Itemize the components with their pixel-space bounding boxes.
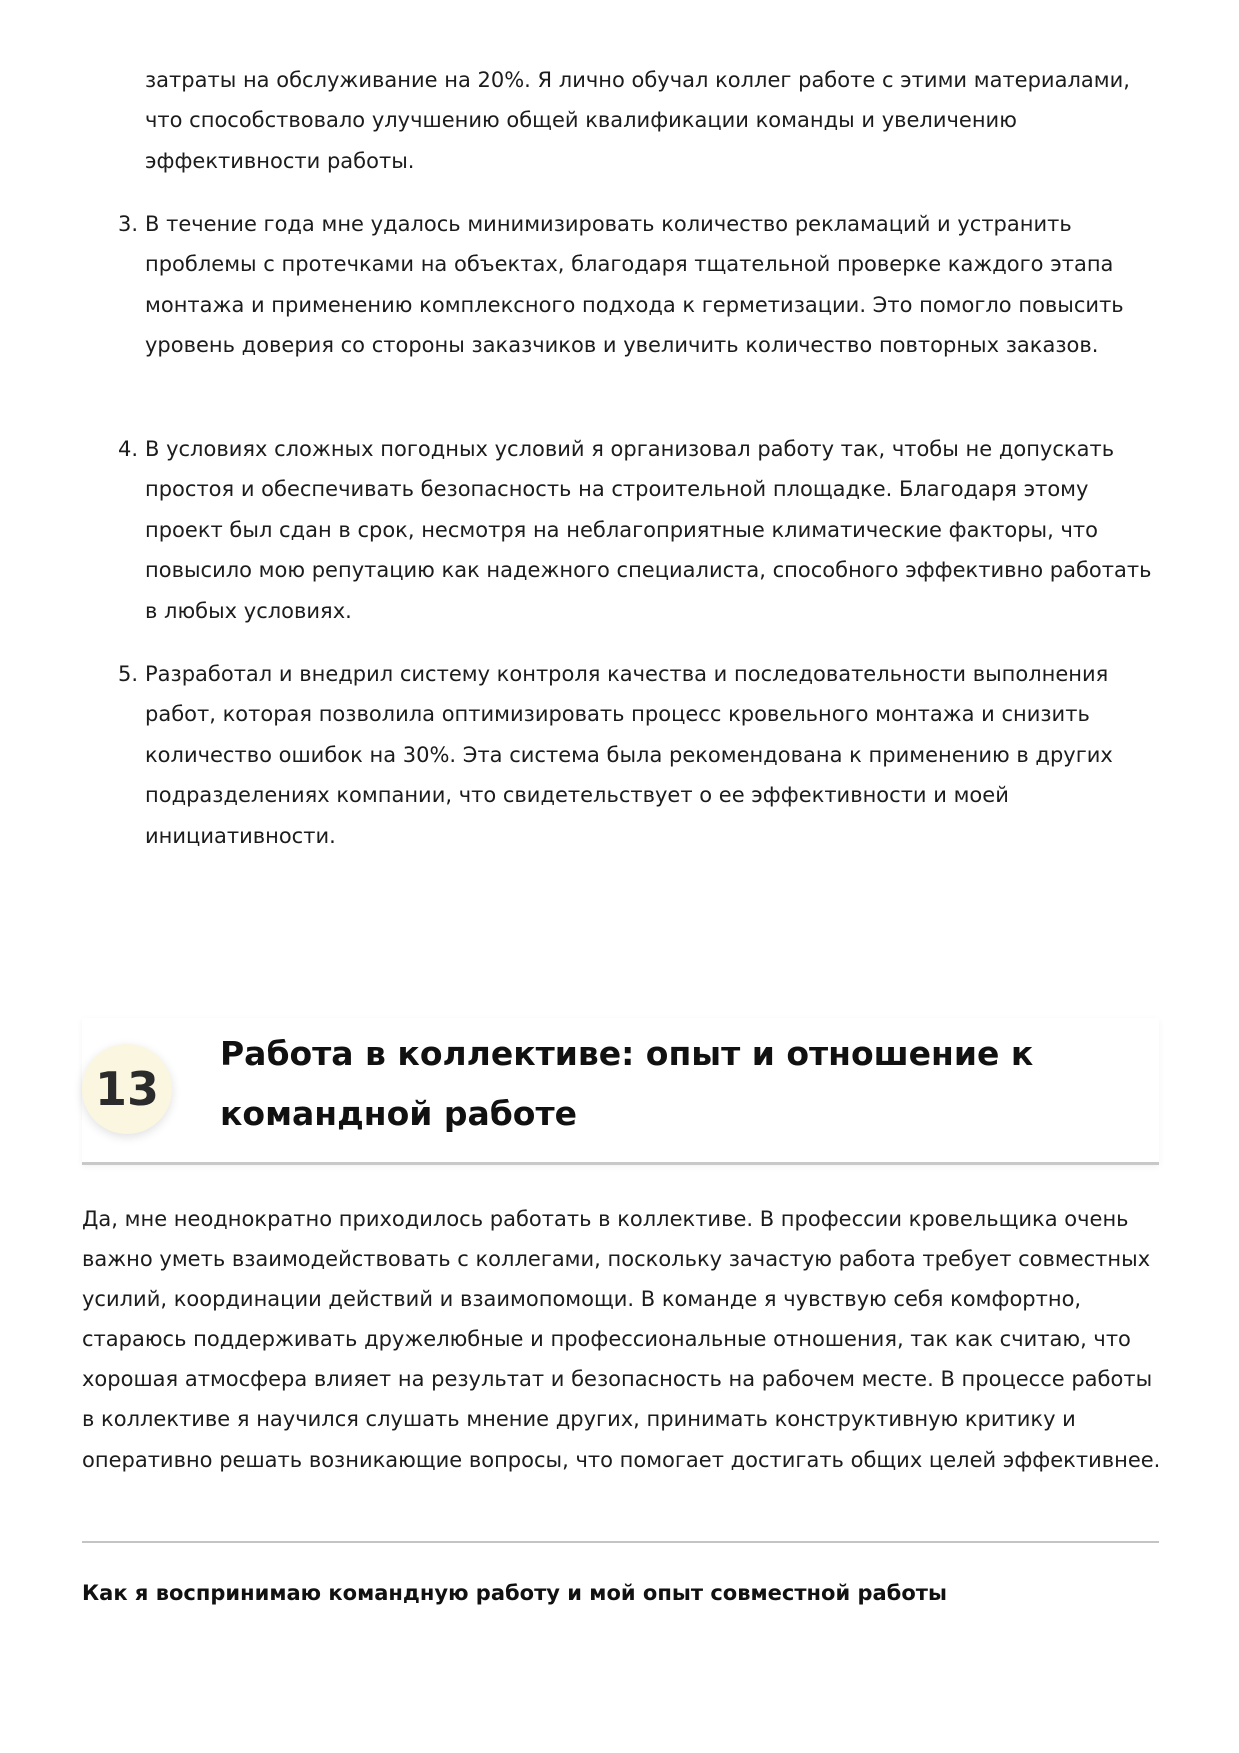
section-header [82, 1018, 1159, 1165]
list-item-number: 5. [118, 662, 139, 686]
section-body-text: Да, мне неоднократно приходилось работать в коллективе. В профессии кровельщика очень важно уметь взаимодействовать с коллегами, поскольку зачастую работа требует совместных усилий, координации действий и взаимопомощи. В команде я чувствую себя комфортно, стараюсь поддерживать дружелюбные и профессиональные отношения, так как считаю, что хорошая атмосфера влияет на результат и безопасность на рабочем месте. В процессе работы в коллективе я научился слушать мнение других, принимать конструктивную критику и оперативно решать возникающие вопросы, что помогает достигать общих целей эффективнее. [82, 1207, 1161, 1472]
section-title: Работа в коллективе: опыт и отношение к командной работе [220, 1034, 1034, 1133]
list-item-text: Разработал и внедрил систему контроля качества и последовательности выполнения работ, которая позволила оптимизировать процесс кровельного монтажа и снизить количество ошибок на 30%. Эта система была рекомендована к применению в других подразделениях компании, что свидетельствует о ее эффективности и моей инициативности. [145, 662, 1113, 848]
section-subheading: Как я воспринимаю командную работу и мой опыт совместной работы [82, 1581, 947, 1605]
list-item-number: 4. [118, 437, 139, 461]
list-item-text: затраты на обслуживание на 20%. Я лично обучал коллег работе с этими материалами, что способствовало улучшению общей квалификации команды и увеличению эффективности работы. [145, 68, 1130, 173]
list-item-number: 3. [118, 212, 139, 236]
divider [82, 1541, 1159, 1543]
section-number-badge: 13 [82, 1044, 172, 1134]
list-item-text: В условиях сложных погодных условий я организовал работу так, чтобы не допускать простоя и обеспечивать безопасность на строительной площадке. Благодаря этому проект был сдан в срок, несмотря на неблагоприятные климатические факторы, что повысило мою репутацию как надежного специалиста, способного эффективно работать в любых условиях. [145, 437, 1152, 623]
list-item-text: В течение года мне удалось минимизировать количество рекламаций и устранить проблемы с протечками на объектах, благодаря тщательной проверке каждого этапа монтажа и применению комплексного подхода к герметизации. Это помогло повысить уровень доверия со стороны заказчиков и увеличить количество повторных заказов. [145, 212, 1124, 358]
